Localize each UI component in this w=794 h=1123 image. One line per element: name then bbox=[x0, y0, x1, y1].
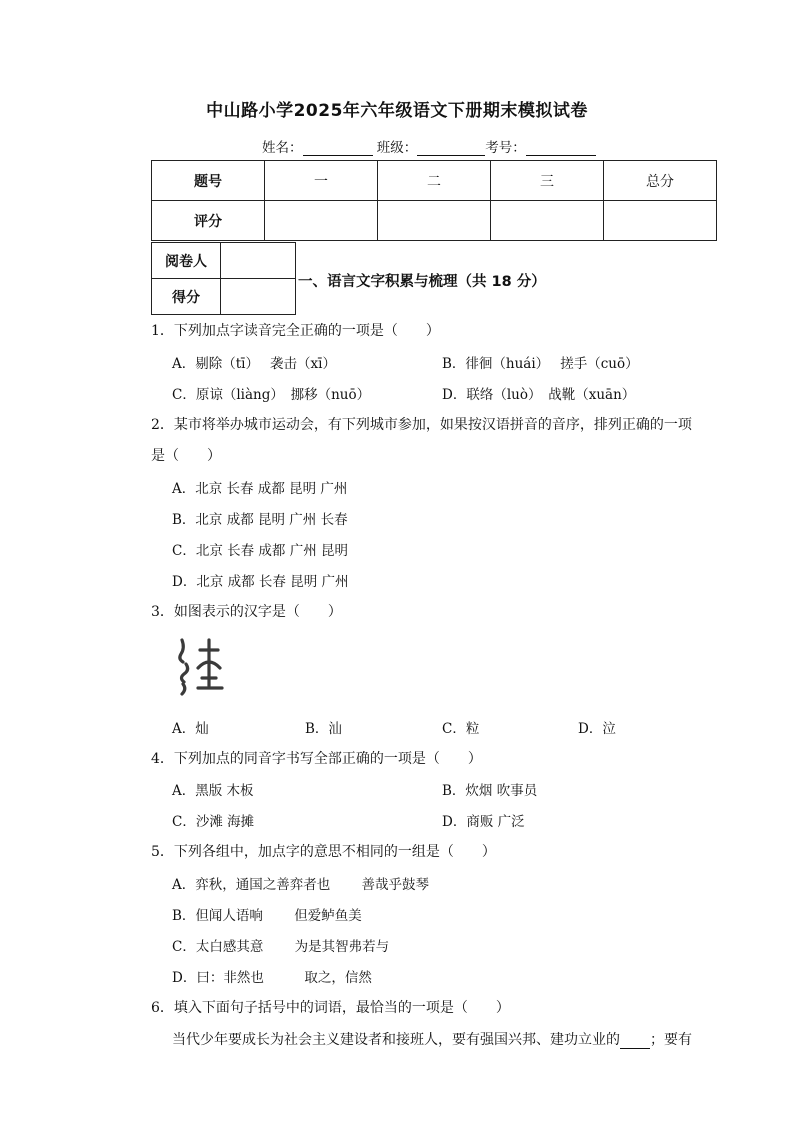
question-5-option-b[interactable]: B．但闻人语响 但爱鲈鱼美 bbox=[172, 908, 362, 924]
question-5-stem: 5．下列各组中，加点字的意思不相同的一组是（ ） bbox=[151, 844, 496, 860]
question-1-option-a[interactable]: A．剔除（tī） 袭击（xī） bbox=[172, 356, 336, 372]
question-4-option-c[interactable]: C．沙滩 海摊 bbox=[172, 814, 255, 830]
score-cell[interactable] bbox=[265, 201, 378, 241]
question-6-blank[interactable] bbox=[620, 1034, 650, 1049]
score-header-cell: 总分 bbox=[604, 161, 717, 201]
question-6-passage bbox=[172, 1029, 692, 1049]
grader-score-label: 得分 bbox=[152, 279, 221, 315]
reviewer-cell[interactable] bbox=[221, 243, 296, 279]
question-1-option-d[interactable]: D．联络（luò） 战靴（xuān） bbox=[442, 387, 636, 403]
reviewer-label: 阅卷人 bbox=[152, 243, 221, 279]
section-heading: 一、语言文字积累与梳理（共 18 分） bbox=[298, 274, 546, 290]
score-cell[interactable] bbox=[491, 201, 604, 241]
question-6-text-after: ；要有 bbox=[650, 1032, 692, 1048]
question-2-stem-line1: 2．某市将举办城市运动会，有下列城市参加，如果按汉语拼音的音序，排列正确的一项 bbox=[151, 417, 692, 433]
score-header-cell: 三 bbox=[491, 161, 604, 201]
score-cell[interactable] bbox=[378, 201, 491, 241]
class-blank[interactable] bbox=[417, 141, 485, 156]
exam-no-label: 考号： bbox=[485, 140, 526, 156]
score-table-header-row bbox=[152, 161, 717, 201]
question-4-option-b[interactable]: B．炊烟 吹事员 bbox=[442, 783, 538, 799]
score-table bbox=[151, 160, 717, 241]
question-2-option-a[interactable]: A．北京 长春 成都 昆明 广州 bbox=[172, 481, 348, 497]
score-header-cell: 一 bbox=[265, 161, 378, 201]
ancient-character-image bbox=[172, 634, 232, 700]
question-3-stem: 3．如图表示的汉字是（ ） bbox=[151, 604, 342, 620]
question-2-option-c[interactable]: C．北京 长春 成都 广州 昆明 bbox=[172, 543, 348, 559]
question-5-option-c[interactable]: C．太白感其意 为是其智弗若与 bbox=[172, 939, 390, 955]
question-4-option-d[interactable]: D．商贩 广泛 bbox=[442, 814, 525, 830]
score-row-label: 评分 bbox=[152, 201, 265, 241]
question-6-text-before: 当代少年要成长为社会主义建设者和接班人，要有强国兴邦、建功立业的 bbox=[172, 1032, 620, 1048]
question-3-option-d[interactable]: D．泣 bbox=[578, 721, 616, 737]
name-blank[interactable] bbox=[303, 141, 373, 156]
score-header-cell: 题号 bbox=[152, 161, 265, 201]
question-5-option-d[interactable]: D．曰：非然也 取之，信然 bbox=[172, 970, 372, 986]
question-3-option-c[interactable]: C．粒 bbox=[442, 721, 480, 737]
question-6-stem: 6．填入下面句子括号中的词语，最恰当的一项是（ ） bbox=[151, 1000, 510, 1016]
question-1-option-c[interactable]: C．原谅（liàng） 挪移（nuō） bbox=[172, 387, 371, 403]
score-cell[interactable] bbox=[604, 201, 717, 241]
question-2-option-d[interactable]: D．北京 成都 长春 昆明 广州 bbox=[172, 574, 349, 590]
question-2-option-b[interactable]: B．北京 成都 昆明 广州 长春 bbox=[172, 512, 348, 528]
student-info-line bbox=[262, 136, 596, 156]
question-1-stem: 1．下列加点字读音完全正确的一项是（ ） bbox=[151, 323, 440, 339]
question-5-option-a[interactable]: A．弈秋，通国之善弈者也 善哉乎鼓琴 bbox=[172, 877, 430, 893]
question-4-option-a[interactable]: A．黑版 木板 bbox=[172, 783, 254, 799]
class-label: 班级： bbox=[376, 140, 418, 156]
exam-no-blank[interactable] bbox=[526, 141, 596, 156]
question-4-stem: 4．下列加点的同音字书写全部正确的一项是（ ） bbox=[151, 751, 482, 767]
name-label: 姓名： bbox=[262, 140, 303, 156]
score-header-cell: 二 bbox=[378, 161, 491, 201]
score-table-score-row bbox=[152, 201, 717, 241]
grader-table bbox=[151, 242, 296, 315]
question-3-option-a[interactable]: A．灿 bbox=[172, 721, 209, 737]
question-3-option-b[interactable]: B．汕 bbox=[305, 721, 342, 737]
exam-title: 中山路小学2025年六年级语文下册期末模拟试卷 bbox=[206, 101, 588, 121]
grader-score-cell[interactable] bbox=[221, 279, 296, 315]
question-1-option-b[interactable]: B．徘徊（huái） 搓手（cuō） bbox=[442, 356, 639, 372]
question-2-stem-line2: 是（ ） bbox=[151, 448, 221, 464]
ancient-character-glyph bbox=[172, 634, 232, 700]
